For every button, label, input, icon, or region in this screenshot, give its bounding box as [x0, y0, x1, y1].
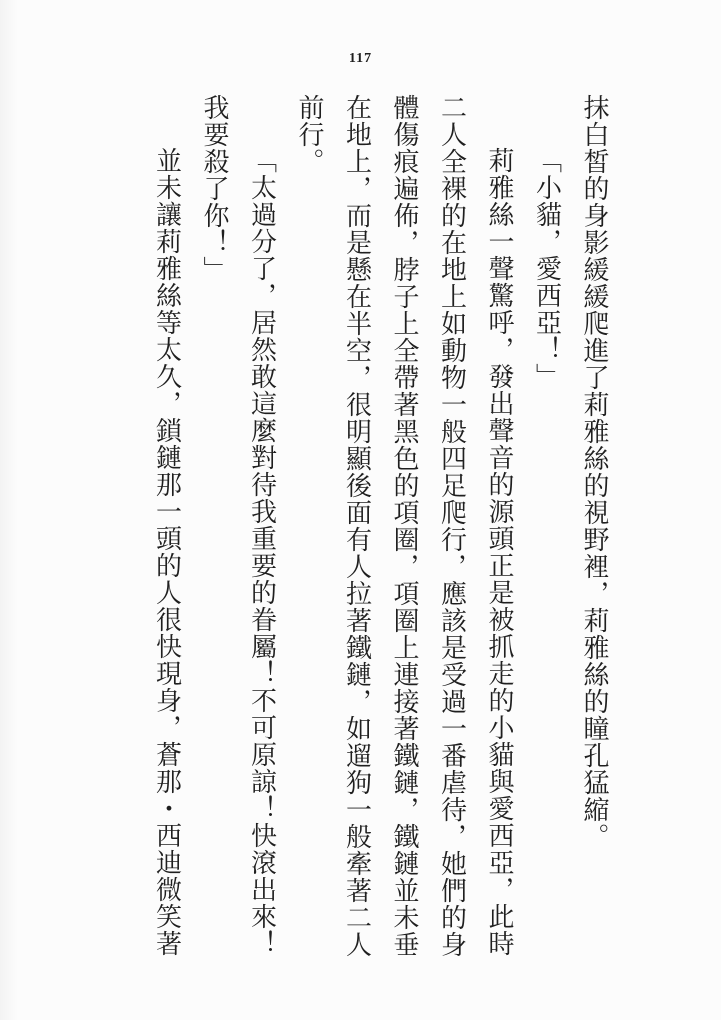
text-column-6: 在地上，而是懸在半空，很明顯後面有人拉著鐵鏈，如遛狗一般牽著二人 [342, 94, 372, 958]
text-column-5: 體傷痕遍佈，脖子上全帶著黑色的項圈，項圈上連接著鐵鏈，鐵鏈並未垂 [390, 94, 419, 958]
text-column-10: 並未讓莉雅絲等太久，鎖鏈那一頭的人很快現身，蒼那・西迪微笑著 [152, 147, 182, 957]
text-column-9: 我要殺了你！」 [200, 94, 229, 283]
text-column-3: 莉雅絲一聲驚呼，發出聲音的源頭正是被抓走的小貓與愛西亞，此時 [485, 147, 514, 957]
text-column-8: 「太過分了，居然敢這麼對待我重要的眷屬！不可原諒！快滾出來！ [247, 147, 277, 957]
vertical-text-block [152, 94, 608, 974]
text-column-1: 抹白皙的身影緩緩爬進了莉雅絲的視野裡，莉雅絲的瞳孔猛縮。 [580, 94, 609, 850]
text-column-7: 前行。 [295, 94, 324, 175]
page-number: 117 [348, 51, 373, 66]
text-column-2: 「小貓，愛西亞！」 [532, 147, 562, 390]
text-column-4: 二人全裸的在地上如動物一般四足爬行，應該是受過一番虐待，她們的身 [437, 94, 467, 958]
